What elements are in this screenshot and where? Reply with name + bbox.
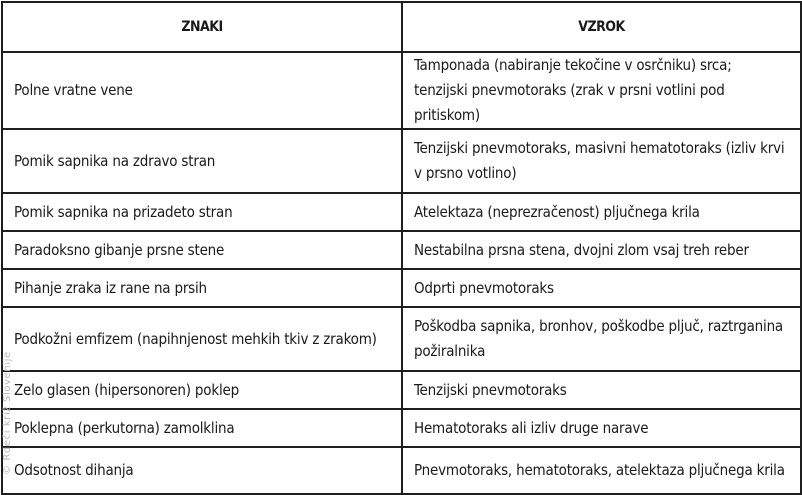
- sign-cell: Pomik sapnika na prizadeto stran: [2, 193, 402, 231]
- table-row: [2, 193, 801, 231]
- table-row: [2, 409, 801, 447]
- sign-cell: Poklepna (perkutorna) zamolklina: [2, 409, 402, 447]
- cause-cell: Pnevmotoraks, hematotoraks, atelektaza pljučnega krila: [402, 447, 801, 494]
- sign-cell: Polne vratne vene: [2, 52, 402, 129]
- table-row: [2, 52, 801, 129]
- header-znaki: ZNAKI: [2, 2, 402, 52]
- cause-cell: Tenzijski pnevmotoraks, masivni hematotoraks (izliv krvi v prsno votlino): [402, 129, 801, 193]
- table-row: [2, 269, 801, 307]
- table-row: [2, 129, 801, 193]
- sign-cell: Pihanje zraka iz rane na prsih: [2, 269, 402, 307]
- cause-cell: Tenzijski pnevmotoraks: [402, 371, 801, 409]
- cause-cell: Tamponada (nabiranje tekočine v osrčniku) srca; tenzijski pnevmotoraks (zrak v prsni votlini pod pritiskom): [402, 52, 801, 129]
- signs-causes-table-wrapper: [1, 1, 800, 478]
- copyright-watermark: © Rdeči križ Slovenije: [2, 351, 13, 475]
- sign-cell: Pomik sapnika na zdravo stran: [2, 129, 402, 193]
- cause-cell: Nestabilna prsna stena, dvojni zlom vsaj treh reber: [402, 231, 801, 269]
- cause-cell: Atelektaza (neprezračenost) pljučnega krila: [402, 193, 801, 231]
- sign-cell: Odsotnost dihanja: [2, 447, 402, 494]
- table-row: [2, 371, 801, 409]
- table-row: [2, 307, 801, 371]
- table-row: [2, 231, 801, 269]
- cause-cell: Poškodba sapnika, bronhov, poškodbe pljuč, raztrganina požiralnika: [402, 307, 801, 371]
- table-header-row: [2, 2, 801, 52]
- sign-cell: Podkožni emfizem (napihnjenost mehkih tkiv z zrakom): [2, 307, 402, 371]
- cause-cell: Odprti pnevmotoraks: [402, 269, 801, 307]
- cause-cell: Hematotoraks ali izliv druge narave: [402, 409, 801, 447]
- sign-cell: Zelo glasen (hipersonoren) poklep: [2, 371, 402, 409]
- signs-causes-table: [1, 1, 802, 495]
- sign-cell: Paradoksno gibanje prsne stene: [2, 231, 402, 269]
- header-vzrok: VZROK: [402, 2, 801, 52]
- table-row: [2, 447, 801, 494]
